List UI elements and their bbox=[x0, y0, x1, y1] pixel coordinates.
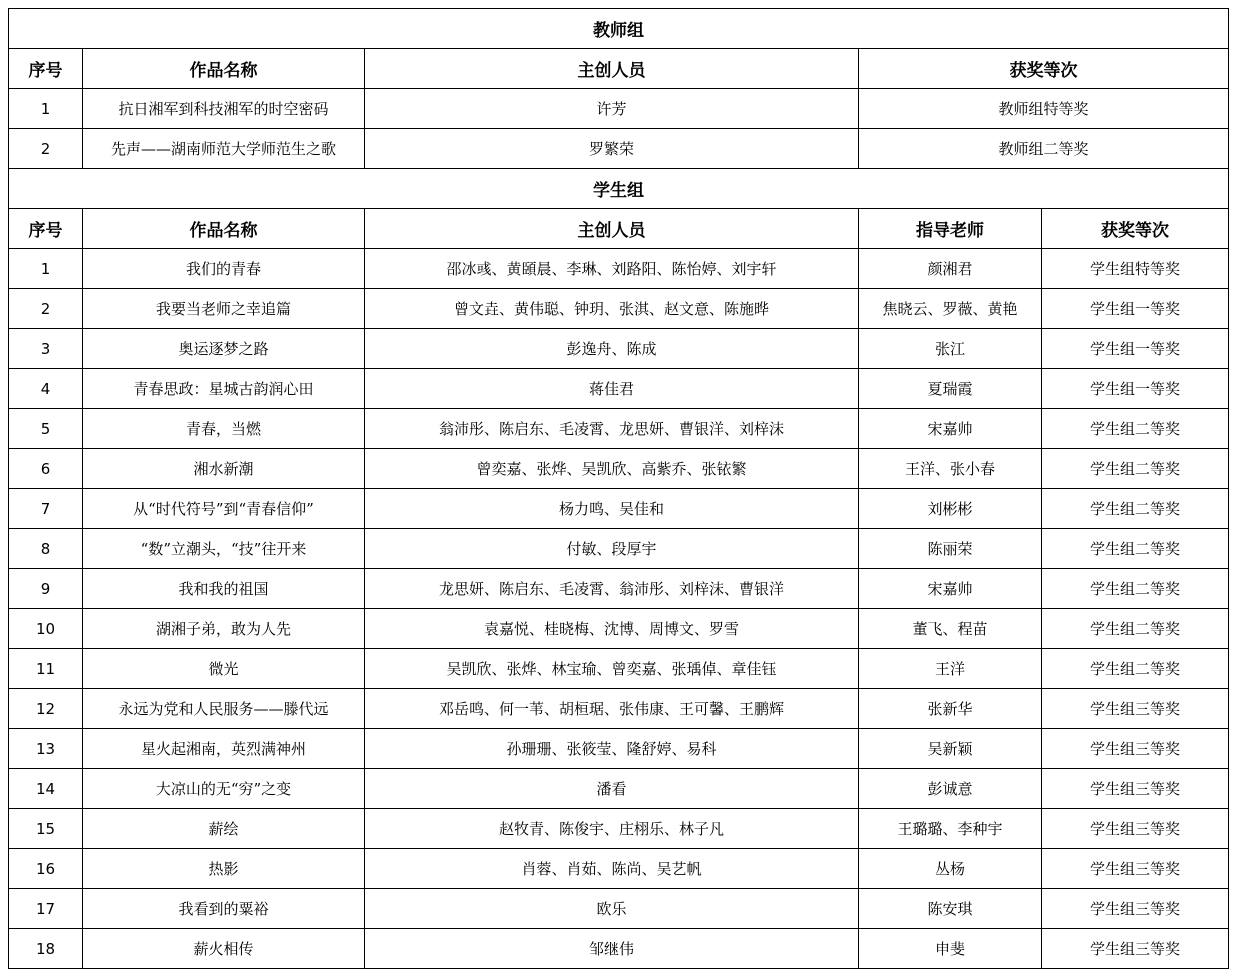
award-level: 学生组二等奖 bbox=[1042, 449, 1229, 489]
advisor: 刘彬彬 bbox=[859, 489, 1042, 529]
creators: 蒋佳君 bbox=[365, 369, 859, 409]
row-index: 7 bbox=[9, 489, 83, 529]
work-title: 大凉山的无“穷”之变 bbox=[83, 769, 365, 809]
advisor: 董飞、程苗 bbox=[859, 609, 1042, 649]
award-level: 学生组三等奖 bbox=[1042, 689, 1229, 729]
advisor: 颜湘君 bbox=[859, 249, 1042, 289]
row-index: 14 bbox=[9, 769, 83, 809]
student-table-row bbox=[9, 449, 1229, 489]
student-table-row bbox=[9, 369, 1229, 409]
advisor: 夏瑞霞 bbox=[859, 369, 1042, 409]
work-title: 我们的青春 bbox=[83, 249, 365, 289]
work-title: “数”立潮头，“技”往开来 bbox=[83, 529, 365, 569]
teacher-table-row bbox=[9, 89, 1229, 129]
student-header-creators: 主创人员 bbox=[365, 209, 859, 249]
teacher-group-title: 教师组 bbox=[9, 9, 1229, 49]
award-level: 学生组二等奖 bbox=[1042, 529, 1229, 569]
work-title: 薪火相传 bbox=[83, 929, 365, 969]
teacher-section-row bbox=[9, 9, 1229, 49]
award-table bbox=[8, 8, 1229, 969]
creators: 龙思妍、陈启东、毛凌霄、翁沛彤、刘梓沫、曹银洋 bbox=[365, 569, 859, 609]
award-level: 学生组三等奖 bbox=[1042, 729, 1229, 769]
student-header-work: 作品名称 bbox=[83, 209, 365, 249]
advisor: 王洋、张小春 bbox=[859, 449, 1042, 489]
creators: 邹继伟 bbox=[365, 929, 859, 969]
creators: 欧乐 bbox=[365, 889, 859, 929]
row-index: 9 bbox=[9, 569, 83, 609]
creators: 邓岳鸣、何一苇、胡桓琚、张伟康、王可馨、王鹏辉 bbox=[365, 689, 859, 729]
student-header-index: 序号 bbox=[9, 209, 83, 249]
row-index: 1 bbox=[9, 89, 83, 129]
work-title: 湘水新潮 bbox=[83, 449, 365, 489]
student-table-row bbox=[9, 809, 1229, 849]
work-title: 薪绘 bbox=[83, 809, 365, 849]
creators: 曾文垚、黄伟聪、钟玥、张淇、赵文意、陈施晔 bbox=[365, 289, 859, 329]
row-index: 13 bbox=[9, 729, 83, 769]
advisor: 张江 bbox=[859, 329, 1042, 369]
teacher-header-award: 获奖等次 bbox=[859, 49, 1229, 89]
creators: 彭逸舟、陈成 bbox=[365, 329, 859, 369]
award-level: 学生组三等奖 bbox=[1042, 809, 1229, 849]
student-group-title: 学生组 bbox=[9, 169, 1229, 209]
award-level: 学生组三等奖 bbox=[1042, 929, 1229, 969]
row-index: 1 bbox=[9, 249, 83, 289]
advisor: 吴新颖 bbox=[859, 729, 1042, 769]
creators: 孙珊珊、张筱莹、隆舒婷、易科 bbox=[365, 729, 859, 769]
student-table-row bbox=[9, 489, 1229, 529]
work-title: 青春，当燃 bbox=[83, 409, 365, 449]
student-header-advisor: 指导老师 bbox=[859, 209, 1042, 249]
student-table-row bbox=[9, 729, 1229, 769]
student-table-row bbox=[9, 889, 1229, 929]
teacher-header-work: 作品名称 bbox=[83, 49, 365, 89]
advisor: 陈丽荣 bbox=[859, 529, 1042, 569]
advisor: 宋嘉帅 bbox=[859, 409, 1042, 449]
row-index: 11 bbox=[9, 649, 83, 689]
teacher-header-row bbox=[9, 49, 1229, 89]
student-table-row bbox=[9, 649, 1229, 689]
advisor: 申斐 bbox=[859, 929, 1042, 969]
student-table-row bbox=[9, 329, 1229, 369]
award-level: 学生组二等奖 bbox=[1042, 409, 1229, 449]
row-index: 12 bbox=[9, 689, 83, 729]
student-table-row bbox=[9, 689, 1229, 729]
advisor: 张新华 bbox=[859, 689, 1042, 729]
row-index: 5 bbox=[9, 409, 83, 449]
creators: 潘看 bbox=[365, 769, 859, 809]
work-title: 奥运逐梦之路 bbox=[83, 329, 365, 369]
award-level: 教师组特等奖 bbox=[859, 89, 1229, 129]
row-index: 8 bbox=[9, 529, 83, 569]
row-index: 2 bbox=[9, 289, 83, 329]
teacher-table-row bbox=[9, 129, 1229, 169]
creators: 袁嘉悦、桂晓梅、沈博、周博文、罗雪 bbox=[365, 609, 859, 649]
teacher-header-creators: 主创人员 bbox=[365, 49, 859, 89]
work-title: 我要当老师之幸追篇 bbox=[83, 289, 365, 329]
creators: 翁沛彤、陈启东、毛凌霄、龙思妍、曹银洋、刘梓沫 bbox=[365, 409, 859, 449]
creators: 吴凯欣、张烨、林宝瑜、曾奕嘉、张瑀倬、章佳钰 bbox=[365, 649, 859, 689]
student-header-row bbox=[9, 209, 1229, 249]
student-header-award: 获奖等次 bbox=[1042, 209, 1229, 249]
award-level: 教师组二等奖 bbox=[859, 129, 1229, 169]
student-table-row bbox=[9, 289, 1229, 329]
student-section-row bbox=[9, 169, 1229, 209]
advisor: 陈安琪 bbox=[859, 889, 1042, 929]
student-table-row bbox=[9, 409, 1229, 449]
advisor: 焦晓云、罗薇、黄艳 bbox=[859, 289, 1042, 329]
advisor: 丛杨 bbox=[859, 849, 1042, 889]
advisor: 宋嘉帅 bbox=[859, 569, 1042, 609]
row-index: 3 bbox=[9, 329, 83, 369]
student-table-row bbox=[9, 609, 1229, 649]
work-title: 抗日湘军到科技湘军的时空密码 bbox=[83, 89, 365, 129]
creators: 邵冰彧、黄頣晨、李琳、刘路阳、陈怡婷、刘宇轩 bbox=[365, 249, 859, 289]
row-index: 16 bbox=[9, 849, 83, 889]
student-table-row bbox=[9, 529, 1229, 569]
award-level: 学生组特等奖 bbox=[1042, 249, 1229, 289]
student-table-row bbox=[9, 849, 1229, 889]
row-index: 10 bbox=[9, 609, 83, 649]
row-index: 17 bbox=[9, 889, 83, 929]
student-table-row bbox=[9, 929, 1229, 969]
creators: 罗繁荣 bbox=[365, 129, 859, 169]
award-level: 学生组一等奖 bbox=[1042, 289, 1229, 329]
creators: 曾奕嘉、张烨、吴凯欣、高紫乔、张铱繁 bbox=[365, 449, 859, 489]
row-index: 6 bbox=[9, 449, 83, 489]
work-title: 青春思政：星城古韵润心田 bbox=[83, 369, 365, 409]
advisor: 王洋 bbox=[859, 649, 1042, 689]
work-title: 先声——湖南师范大学师范生之歌 bbox=[83, 129, 365, 169]
work-title: 我和我的祖国 bbox=[83, 569, 365, 609]
award-level: 学生组一等奖 bbox=[1042, 369, 1229, 409]
student-table-row bbox=[9, 769, 1229, 809]
award-level: 学生组二等奖 bbox=[1042, 609, 1229, 649]
award-level: 学生组一等奖 bbox=[1042, 329, 1229, 369]
creators: 付敏、段厚宇 bbox=[365, 529, 859, 569]
award-level: 学生组三等奖 bbox=[1042, 769, 1229, 809]
advisor: 彭诚意 bbox=[859, 769, 1042, 809]
row-index: 18 bbox=[9, 929, 83, 969]
work-title: 永远为党和人民服务——滕代远 bbox=[83, 689, 365, 729]
award-level: 学生组三等奖 bbox=[1042, 889, 1229, 929]
work-title: 热影 bbox=[83, 849, 365, 889]
teacher-header-index: 序号 bbox=[9, 49, 83, 89]
advisor: 王璐璐、李种宇 bbox=[859, 809, 1042, 849]
award-level: 学生组二等奖 bbox=[1042, 649, 1229, 689]
creators: 杨力鸣、吴佳和 bbox=[365, 489, 859, 529]
row-index: 2 bbox=[9, 129, 83, 169]
work-title: 微光 bbox=[83, 649, 365, 689]
award-level: 学生组二等奖 bbox=[1042, 569, 1229, 609]
work-title: 湖湘子弟，敢为人先 bbox=[83, 609, 365, 649]
creators: 赵牧青、陈俊宇、庄栩乐、林子凡 bbox=[365, 809, 859, 849]
creators: 许芳 bbox=[365, 89, 859, 129]
work-title: 从“时代符号”到“青春信仰” bbox=[83, 489, 365, 529]
work-title: 星火起湘南，英烈满神州 bbox=[83, 729, 365, 769]
student-table-row bbox=[9, 569, 1229, 609]
award-level: 学生组二等奖 bbox=[1042, 489, 1229, 529]
work-title: 我看到的粟裕 bbox=[83, 889, 365, 929]
award-table-body bbox=[9, 9, 1229, 969]
row-index: 15 bbox=[9, 809, 83, 849]
creators: 肖蓉、肖茹、陈尚、吴艺帆 bbox=[365, 849, 859, 889]
student-table-row bbox=[9, 249, 1229, 289]
award-level: 学生组三等奖 bbox=[1042, 849, 1229, 889]
row-index: 4 bbox=[9, 369, 83, 409]
